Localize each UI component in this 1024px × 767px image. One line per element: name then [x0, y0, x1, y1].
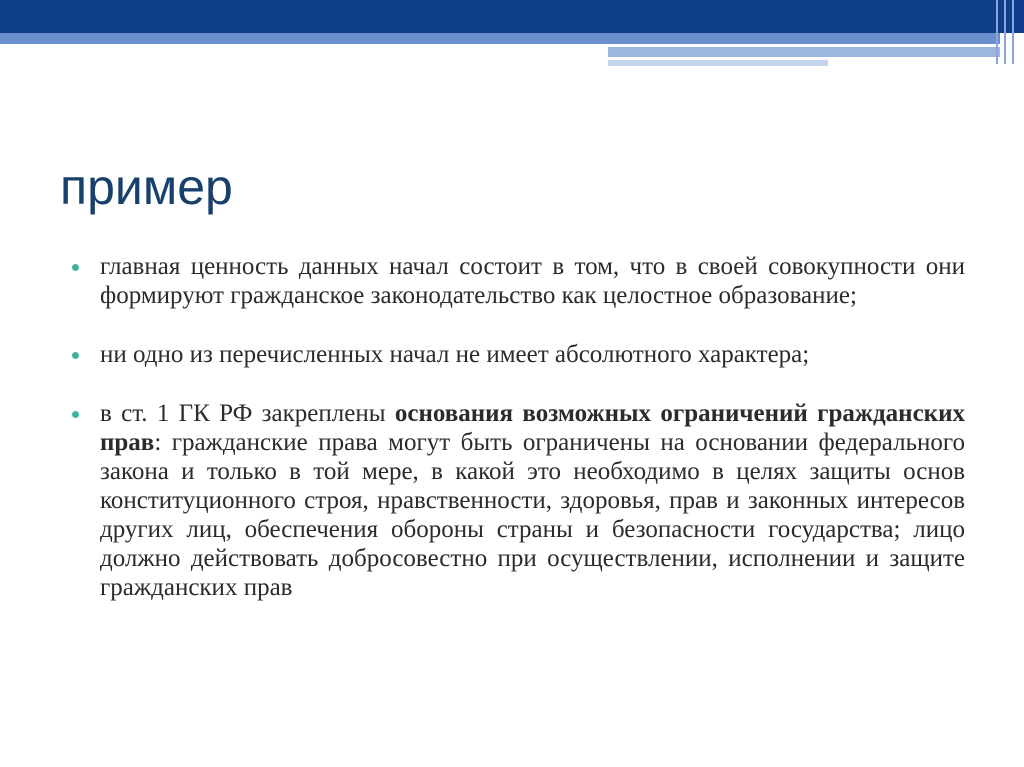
- bullet-text: главная ценность данных начал состоит в том, что в своей совокупности они формируют гражданское законодательство как целостное образование;: [100, 253, 965, 309]
- bullet-text: ни одно из перечисленных начал не имеет абсолютного характера;: [100, 341, 810, 368]
- bullet-icon: [72, 411, 79, 418]
- slide-title: пример: [60, 159, 233, 215]
- header-band-light: [0, 33, 1000, 44]
- header-band-pale-short: [608, 60, 828, 66]
- bullet-text-prefix: в ст. 1 ГК РФ закреплены: [100, 400, 395, 427]
- bullet-text-suffix: : гражданские права могут быть ограничены на основании федерального закона и только в той мере, в какой это необходимо в целях защиты основ конституционного строя, нравственности, здоровья, прав и законных интересов других лиц, обеспечения обороны страны и безопасности государства; лицо должно действовать добросовестно при осуществлении, исполнении и защите гражданских прав: [100, 429, 965, 601]
- slide-content: [72, 252, 965, 632]
- header-stripe: [1004, 0, 1006, 64]
- header-stripe: [1012, 0, 1014, 64]
- bullet-item: [72, 399, 965, 602]
- header-band-dark: [0, 0, 1024, 33]
- header-stripe: [996, 0, 998, 64]
- bullet-text-bold: основания возможных ограничений гражданских прав: [100, 400, 965, 456]
- bullet-icon: [72, 264, 79, 271]
- header-band-pale: [608, 47, 1000, 57]
- bullet-item: [72, 340, 965, 369]
- bullet-item: [72, 252, 965, 310]
- bullet-icon: [72, 352, 79, 359]
- header-band: [0, 0, 1024, 80]
